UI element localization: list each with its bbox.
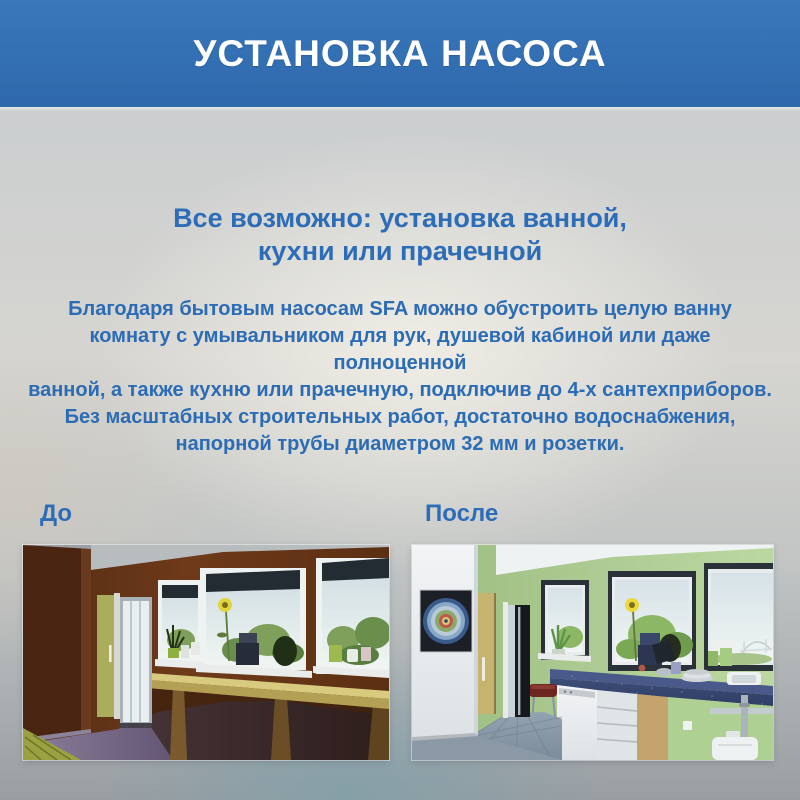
glass-door <box>120 597 152 728</box>
before-label: До <box>40 500 73 527</box>
window-right <box>313 558 389 678</box>
dark-plant <box>273 636 297 666</box>
stacked-boxes <box>236 633 259 665</box>
page-title: УСТАНОВКА НАСОСА <box>193 32 607 74</box>
section-heading-line1: Все возможно: установка ванной, <box>173 203 627 233</box>
before-photo <box>23 545 389 760</box>
drawer-unit <box>597 690 637 760</box>
window-middle <box>196 568 312 678</box>
sink <box>727 672 761 685</box>
paragraph-line: Без масштабных строительных работ, достаточно водоснабжения, <box>64 406 736 428</box>
section-heading <box>0 202 800 268</box>
tan-door <box>478 593 496 714</box>
light-switch <box>191 642 200 655</box>
body-paragraph <box>28 296 772 458</box>
section-heading-line2: кухни или прачечной <box>257 236 543 266</box>
framed-mandala-picture <box>420 590 472 652</box>
green-door <box>97 593 120 719</box>
wardrobe-corner <box>23 545 91 743</box>
header-divider <box>0 107 800 111</box>
header-banner <box>0 0 800 107</box>
power-outlet <box>683 721 692 730</box>
after-room-illustration <box>412 545 773 760</box>
before-room-illustration <box>23 545 389 760</box>
window-left <box>155 580 204 669</box>
paragraph-line: комнату с умывальником для рук, душевой кабиной или даже полноценной <box>89 325 711 374</box>
after-photo <box>412 545 773 760</box>
window-center <box>608 571 696 671</box>
dishwasher <box>557 685 597 760</box>
paragraph-line: напорной трубы диаметром 32 мм и розетки. <box>175 433 625 455</box>
paragraph-line: Благодаря бытовым насосам SFA можно обустроить целую ванну <box>68 298 732 320</box>
after-label: После <box>425 500 499 527</box>
dark-doorway <box>503 602 530 718</box>
paragraph-line: ванной, а также кухню или прачечную, подключив до 4-х сантехприборов. <box>28 379 772 401</box>
cardboard-panel <box>637 694 668 760</box>
window-left <box>538 580 591 662</box>
